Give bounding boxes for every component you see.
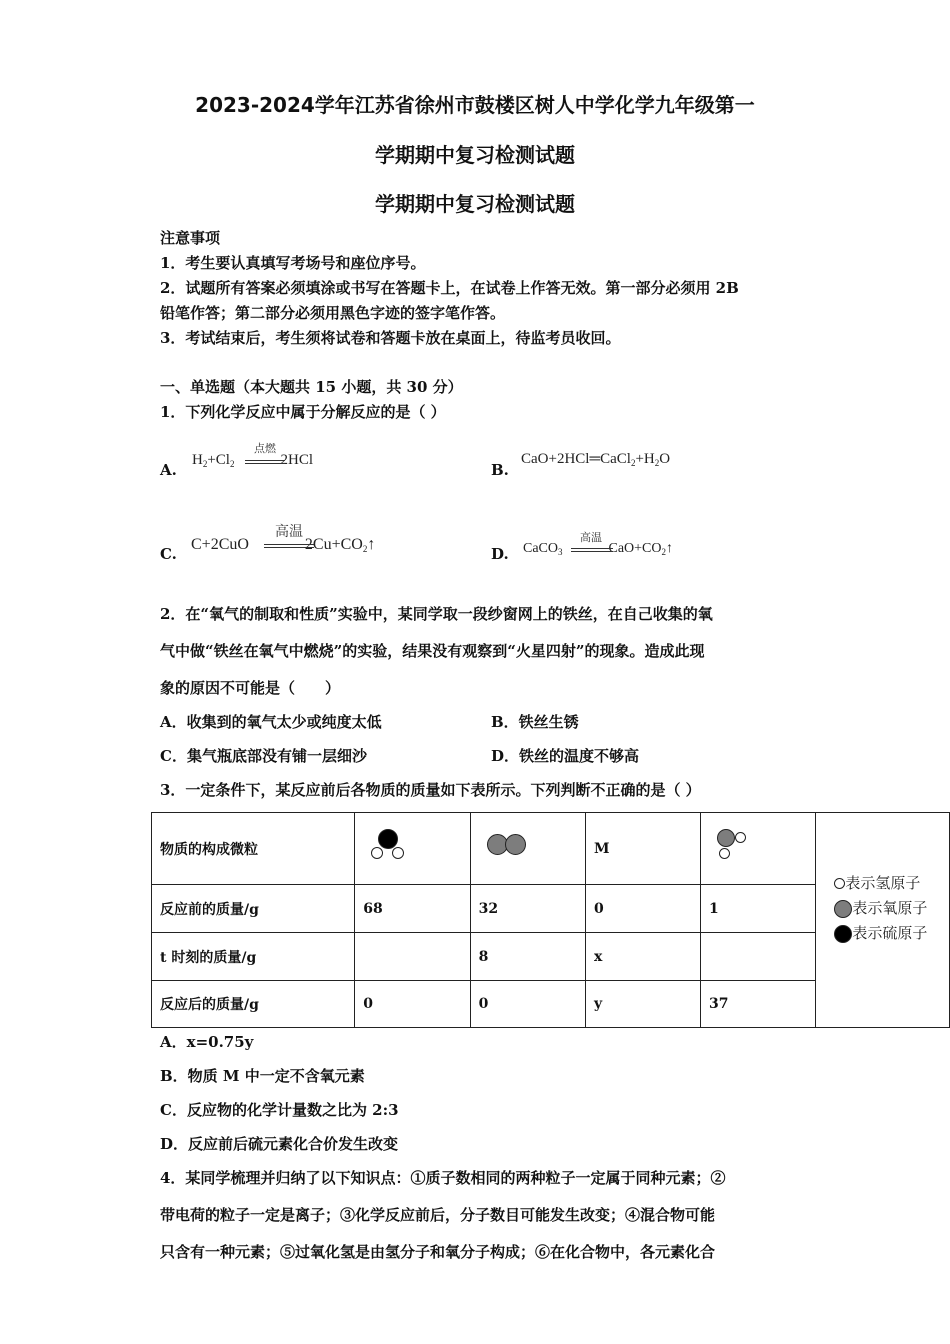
h2o-molecule-icon (717, 829, 757, 869)
table-cell: 32 (470, 885, 585, 933)
row-label: t 时刻的质量/g (152, 933, 355, 981)
q1-option-b-equation: $CaO+2HCl═CaCl_2+H_2O$ (521, 451, 671, 468)
page-title-line2: 学期期中复习检测试题 (375, 143, 575, 167)
q3-option-c: C．反应物的化学计量数之比为 2:3 (160, 1101, 399, 1119)
q1-option-d-label: D. (491, 545, 509, 563)
question-2-line: 象的原因不可能是（ ） (160, 679, 341, 697)
q1-option-d-equation: CaCO$_3$ $CaO+CO_2↑$ (523, 541, 674, 557)
o2-molecule-icon (487, 829, 531, 869)
q2-option-c: C．集气瓶底部没有铺一层细沙 (160, 747, 367, 765)
legend-oxygen: 表示氧原子 (834, 897, 927, 918)
q1-option-a-equation: $H_2+Cl_2$ 2HCl (192, 452, 313, 469)
notice-item: 3．考试结束后，考生须将试卷和答题卡放在桌面上，待监考员收回。 (160, 329, 621, 347)
oxygen-atom-icon (834, 900, 852, 918)
legend-cell (816, 813, 950, 1028)
row-label: 物质的构成微粒 (152, 813, 355, 885)
q3-option-a: A．x=0.75y (160, 1033, 254, 1051)
q1-d-condition: 高温 (580, 531, 602, 544)
molecule-m-cell: M (585, 813, 700, 885)
molecule-h2s-cell (355, 813, 470, 885)
question-4-line: 带电荷的粒子一定是离子；③化学反应前后，分子数目可能发生改变；④混合物可能 (160, 1206, 716, 1224)
row-label: 反应前的质量/g (152, 885, 355, 933)
page-title-line1: 2023-2024学年江苏省徐州市鼓楼区树人中学化学九年级第一 (195, 93, 755, 117)
q3-option-d: D．反应前后硫元素化合价发生改变 (160, 1135, 399, 1153)
q1-a-condition: 点燃 (254, 442, 276, 455)
sulfur-atom-icon (834, 925, 852, 943)
table-cell: 0 (355, 981, 470, 1028)
question-2-line: 2．在“氧气的制取和性质”实验中，某同学取一段纱窗网上的铁丝，在自己收集的氧 (160, 605, 713, 623)
table-cell: 1 (701, 885, 816, 933)
q1-option-a-label: A. (160, 461, 177, 479)
notice-item: 1．考生要认真填写考场号和座位序号。 (160, 254, 426, 272)
molecule-o2-cell (470, 813, 585, 885)
question-4-line: 4．某同学梳理并归纳了以下知识点：①质子数相同的两种粒子一定属于同种元素；② (160, 1169, 726, 1187)
question-3-stem: 3．一定条件下，某反应前后各物质的质量如下表所示。下列判断不正确的是（ ） (160, 781, 701, 799)
section-heading: 一、单选题（本大题共 15 小题，共 30 分） (160, 378, 463, 396)
table-cell: 0 (585, 885, 700, 933)
notice-item: 2．试题所有答案必须填涂或书写在答题卡上，在试卷上作答无效。第一部分必须用 2B (160, 279, 739, 297)
table-cell: 68 (355, 885, 470, 933)
question-4-line: 只含有一种元素；⑤过氧化氢是由氢分子和氧分子构成；⑥在化合物中，各元素化合 (160, 1243, 716, 1261)
legend-hydrogen: 表示氢原子 (834, 872, 920, 893)
question-2-line: 气中做“铁丝在氧气中燃烧”的实验，结果没有观察到“火星四射”的现象。造成此现 (160, 642, 705, 660)
table-cell (701, 933, 816, 981)
q1-option-c-equation: C+2CuO $2Cu+CO_2↑$ (191, 536, 376, 554)
q1-d-equals-sign (571, 548, 613, 552)
table-cell (355, 933, 470, 981)
legend-sulfur: 表示硫原子 (834, 922, 927, 943)
q2-option-b: B．铁丝生锈 (491, 713, 579, 731)
page-title-line3: 学期期中复习检测试题 (375, 192, 575, 216)
q1-option-b-label: B. (491, 461, 509, 479)
question-1-stem: 1．下列化学反应中属于分解反应的是（ ） (160, 403, 446, 421)
row-label: 反应后的质量/g (152, 981, 355, 1028)
q1-c-equals-sign (264, 544, 314, 548)
q1-c-condition: 高温 (275, 524, 303, 540)
notice-item: 铅笔作答；第二部分必须用黑色字迹的签字笔作答。 (160, 304, 506, 322)
table-cell: x (585, 933, 700, 981)
notice-heading: 注意事项 (160, 229, 221, 247)
h2s-molecule-icon (371, 829, 411, 869)
table-cell: 0 (470, 981, 585, 1028)
q2-option-d: D．铁丝的温度不够高 (491, 747, 640, 765)
q1-a-equals-sign (245, 460, 285, 464)
q3-mass-table (151, 812, 950, 1028)
q2-option-a: A．收集到的氧气太少或纯度太低 (160, 713, 382, 731)
q1-option-c-label: C. (160, 545, 177, 563)
table-cell: 37 (701, 981, 816, 1028)
molecule-h2o-cell (701, 813, 816, 885)
table-cell: 8 (470, 933, 585, 981)
q3-option-b: B．物质 M 中一定不含氧元素 (160, 1067, 365, 1085)
table-cell: y (585, 981, 700, 1028)
hydrogen-atom-icon (834, 878, 845, 889)
